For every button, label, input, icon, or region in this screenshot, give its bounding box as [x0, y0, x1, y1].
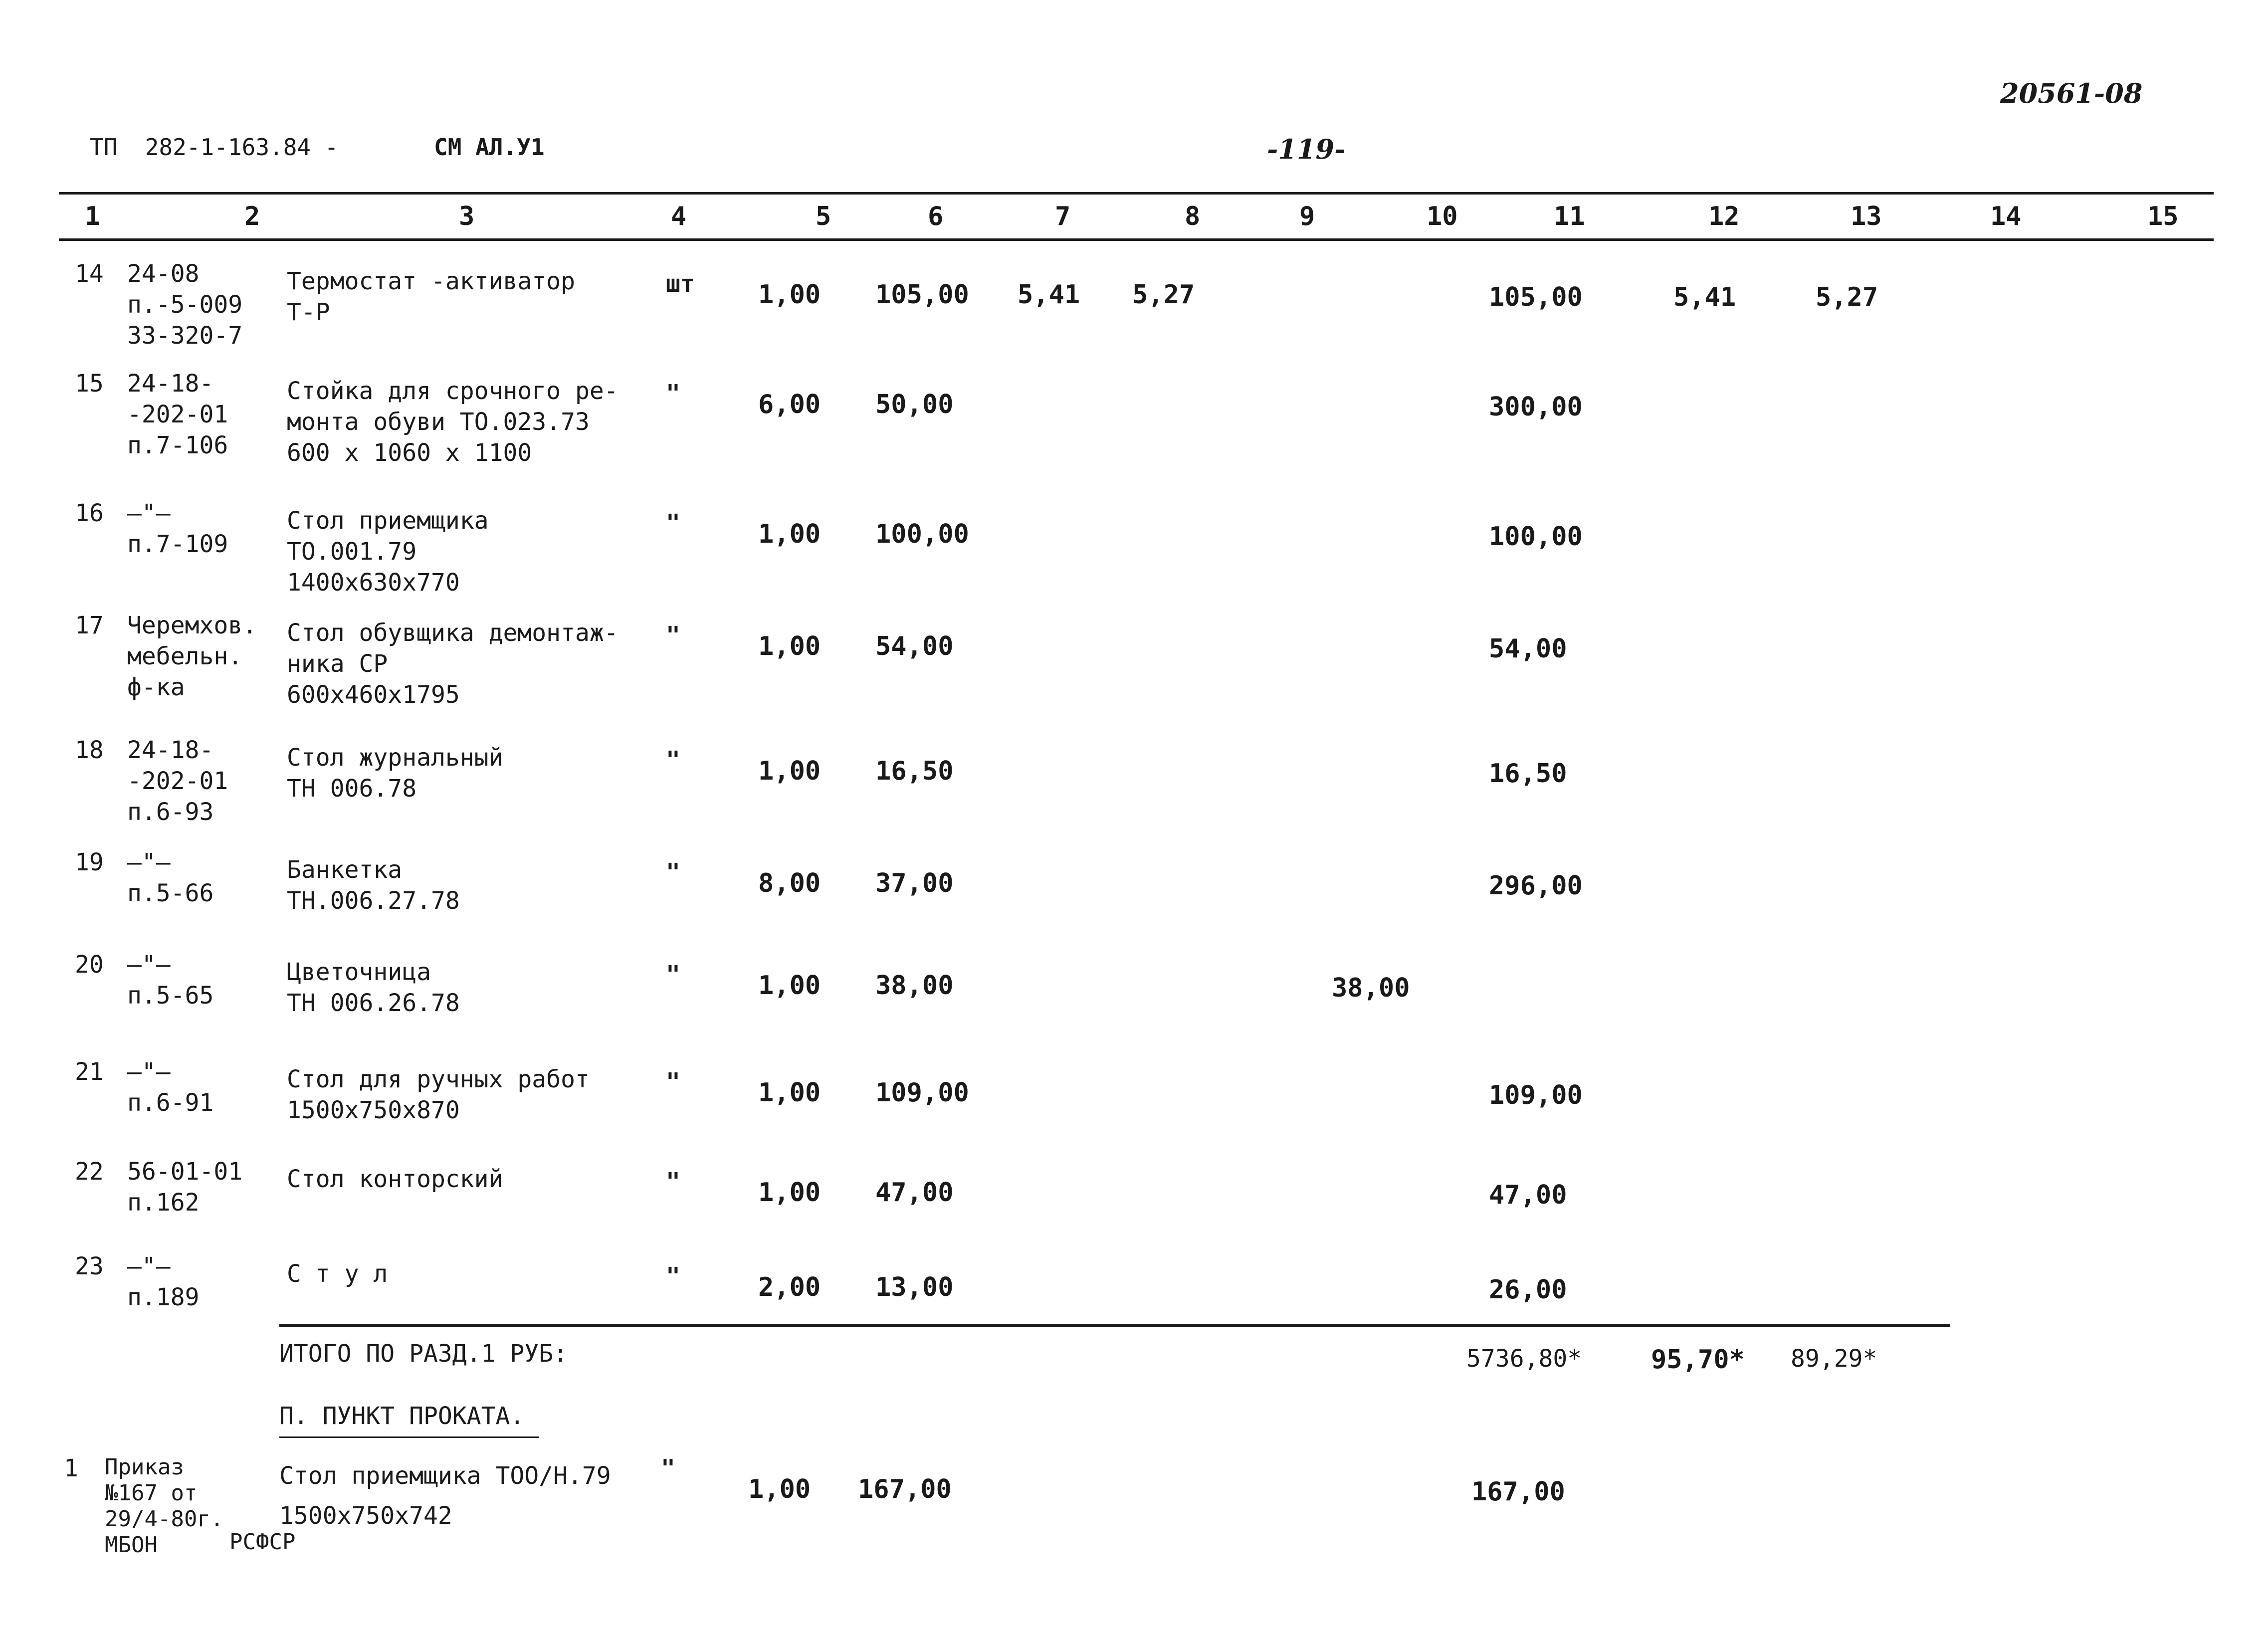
row-number: 16 — [75, 499, 104, 527]
row-reference: п.5-65 — [127, 982, 214, 1010]
doc-code: СМ АЛ.У1 — [434, 134, 545, 161]
total-c11: 5736,80* — [1466, 1345, 1582, 1373]
row-number: 23 — [75, 1252, 104, 1280]
row-reference: п.6-93 — [127, 798, 214, 826]
row-item-name: Банкетка — [287, 856, 403, 884]
row-number: 20 — [75, 951, 104, 979]
row-reference: —"— — [127, 848, 171, 876]
row-item-name: Стол приемщика — [287, 507, 489, 535]
row-quantity: 1,00 — [758, 1078, 821, 1108]
row-unit: " — [666, 1068, 680, 1096]
row-c11: 26,00 — [1489, 1275, 1567, 1305]
row-item-name: Стол для ручных работ — [287, 1065, 590, 1093]
column-number: 6 — [928, 202, 944, 231]
row-c11: 300,00 — [1489, 392, 1583, 422]
row-reference: п.-5-009 — [127, 291, 243, 319]
row-c11: 54,00 — [1489, 634, 1567, 664]
row-price: 50,00 — [875, 390, 954, 419]
row-c11: 47,00 — [1489, 1180, 1567, 1210]
row-item-name: 1500x750x742 — [279, 1502, 452, 1530]
row-reference: —"— — [127, 499, 171, 527]
row-item-name: ника СР — [287, 650, 388, 678]
row-price: 105,00 — [875, 280, 969, 310]
total-label: ИТОГО ПО РАЗД.1 РУБ: — [279, 1340, 568, 1368]
row-reference: 24-08 — [127, 260, 200, 288]
row-unit: " — [661, 1454, 675, 1482]
column-number: 15 — [2147, 202, 2179, 231]
row-reference: -202-01 — [127, 401, 228, 428]
row-reference: Черемхов. — [127, 612, 257, 639]
row-reference: п.5-66 — [127, 879, 214, 907]
row-price: 13,00 — [875, 1272, 954, 1302]
row-reference: №167 от — [105, 1480, 198, 1506]
row-reference: ф-ка — [127, 673, 185, 701]
row-number: 14 — [75, 260, 104, 288]
column-number: 13 — [1851, 202, 1882, 231]
doc-id: ТП 282-1-163.84 - — [90, 134, 339, 161]
row-unit: " — [666, 1262, 680, 1290]
row-unit: " — [666, 509, 680, 537]
column-number: 14 — [1990, 202, 2022, 231]
row-number: 19 — [75, 848, 104, 876]
row-number: 1 — [64, 1454, 78, 1482]
row-reference: 24-18- — [127, 736, 214, 764]
row-unit: " — [666, 746, 680, 774]
row-item-name: Стол конторский — [287, 1165, 503, 1193]
row-item-name: ТН.006.27.78 — [287, 887, 460, 915]
column-number: 12 — [1708, 202, 1740, 231]
column-number: 5 — [816, 202, 831, 231]
row-price: 54,00 — [875, 631, 954, 661]
row-item-name: Цветочница — [287, 958, 431, 986]
row-c11: 16,50 — [1489, 759, 1567, 789]
row-number: 18 — [75, 736, 104, 764]
row-quantity: 1,00 — [758, 631, 821, 661]
row-reference: Приказ — [105, 1454, 184, 1480]
row-item-name: Т-Р — [287, 298, 330, 326]
column-number: 4 — [671, 202, 687, 231]
row-c11: 167,00 — [1471, 1477, 1565, 1507]
row-item-name: Стол журнальный — [287, 744, 503, 772]
row-item-name: 1500x750x870 — [287, 1096, 460, 1124]
row-price: 167,00 — [858, 1474, 952, 1504]
row-item-name: 600 х 1060 х 1100 — [287, 439, 532, 467]
page-number: -119- — [1267, 133, 1346, 165]
row-number: 17 — [75, 612, 104, 639]
total-c12: 95,70* — [1651, 1345, 1745, 1375]
row-item-name: Стойка для срочного ре- — [287, 377, 619, 405]
row-reference: п.7-109 — [127, 530, 228, 558]
row-c13: 5,27 — [1816, 282, 1878, 312]
row-reference: —"— — [127, 951, 171, 979]
row-reference: МБОН — [105, 1532, 158, 1558]
row-item-name: 600x460x1795 — [287, 681, 460, 709]
row-unit: шт — [666, 270, 695, 298]
row-unit: " — [666, 858, 680, 886]
row-number: 15 — [75, 370, 104, 398]
row-number: 22 — [75, 1158, 104, 1186]
row-c11: 105,00 — [1489, 282, 1583, 312]
row-quantity: 8,00 — [758, 868, 821, 898]
row-item-name: ТО.001.79 — [287, 538, 417, 566]
column-number: 7 — [1055, 202, 1071, 231]
row-quantity: 6,00 — [758, 390, 821, 419]
row-reference: -202-01 — [127, 767, 228, 795]
column-number: 9 — [1299, 202, 1315, 231]
column-number: 10 — [1427, 202, 1458, 231]
row-reference: —"— — [127, 1058, 171, 1086]
row-price: 100,00 — [875, 519, 969, 549]
row-number: 21 — [75, 1058, 104, 1086]
row-unit: " — [666, 1168, 680, 1196]
row-price: 16,50 — [875, 756, 954, 786]
row-quantity: 1,00 — [758, 971, 821, 1001]
archive-number: 20561-08 — [2000, 77, 2143, 109]
row-item-name: Стол приемщика ТОО/Н.79 — [279, 1462, 611, 1490]
section2-title: П. ПУНКТ ПРОКАТА. — [279, 1402, 525, 1430]
column-number: 11 — [1554, 202, 1585, 231]
row-quantity: 1,00 — [748, 1474, 811, 1504]
row-c8: 5,27 — [1132, 280, 1195, 310]
row-item-name: 1400x630x770 — [287, 569, 460, 597]
column-number: 8 — [1185, 202, 1201, 231]
row-c9: 38,00 — [1332, 973, 1410, 1003]
header-bottom-rule — [59, 238, 2214, 241]
row-unit: " — [666, 621, 680, 649]
row-reference: 56-01-01 — [127, 1158, 243, 1186]
row-item-name: Стол обувщика демонтаж- — [287, 619, 619, 647]
row-item-name: С т у л — [287, 1260, 388, 1288]
row-reference: 29/4-80г. — [105, 1506, 224, 1532]
row-c11: 109,00 — [1489, 1080, 1583, 1110]
row-quantity: 1,00 — [758, 756, 821, 786]
row-c12: 5,41 — [1673, 282, 1736, 312]
row-reference: п.6-91 — [127, 1089, 214, 1117]
column-number: 2 — [244, 202, 260, 231]
row-item-name: ТН 006.26.78 — [287, 989, 460, 1017]
row-price: 109,00 — [875, 1078, 969, 1108]
row-quantity: 2,00 — [758, 1272, 821, 1302]
row-price: 37,00 — [875, 868, 954, 898]
row-reference: —"— — [127, 1252, 171, 1280]
row-price: 38,00 — [875, 971, 954, 1001]
row-reference: п.7-106 — [127, 431, 228, 459]
row-reference: мебельн. — [127, 642, 243, 670]
row-unit: " — [666, 961, 680, 989]
row-reference: п.189 — [127, 1283, 200, 1311]
column-number: 1 — [85, 202, 101, 231]
row-price: 47,00 — [875, 1178, 954, 1208]
column-number: 3 — [459, 202, 475, 231]
row-quantity: 1,00 — [758, 280, 821, 310]
row-reference: 33-320-7 — [127, 322, 243, 350]
section2-underline — [279, 1436, 539, 1438]
row-reference: п.162 — [127, 1189, 200, 1217]
row-c11: 296,00 — [1489, 871, 1583, 901]
row-c11: 100,00 — [1489, 522, 1583, 552]
row-unit: " — [666, 380, 680, 408]
total-rule — [279, 1324, 1950, 1327]
total-c13: 89,29* — [1791, 1345, 1877, 1373]
row-quantity: 1,00 — [758, 1178, 821, 1208]
row-reference: 24-18- — [127, 370, 214, 398]
row-reference-extra: РСФСР — [229, 1529, 296, 1555]
row-item-name: монта обуви ТО.023.73 — [287, 408, 590, 436]
row-item-name: ТН 006.78 — [287, 775, 417, 803]
row-c7: 5,41 — [1018, 280, 1080, 310]
row-quantity: 1,00 — [758, 519, 821, 549]
row-item-name: Термостат -активатор — [287, 267, 575, 295]
header-top-rule — [59, 192, 2214, 195]
